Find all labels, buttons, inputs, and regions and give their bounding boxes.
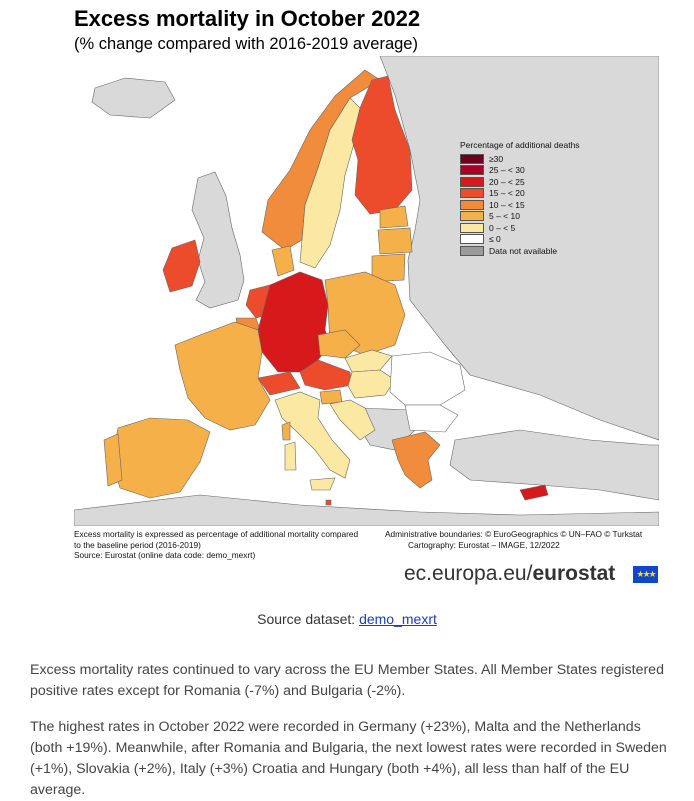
map-legend (460, 140, 580, 257)
brand-name: eurostat (532, 562, 616, 585)
legend-label: 10 – < 15 (489, 199, 525, 210)
legend-swatch (460, 246, 484, 256)
legend-label: 5 – < 10 (489, 211, 520, 222)
legend-item (460, 234, 580, 246)
legend-label: 15 – < 20 (489, 188, 525, 199)
legend-label: ≥30 (489, 153, 504, 164)
note-line: to the baseline period (2016-2019) (74, 539, 201, 550)
corsica-region (282, 422, 290, 440)
legend-item (460, 211, 580, 223)
source-prefix: Source dataset: (257, 611, 356, 627)
paragraph: The highest rates in October 2022 were recorded in Germany (+23%), Malta and the Netherlands (both +19%). Meanwhile, after Romania and Bulgaria, the next lowest rates were recorded in Sweden (+1%), Slovakia (+2%), Italy (+3%) Croatia and Hungary (both +4%), all less than half of the EU average. (30, 719, 667, 798)
slovenia-region (320, 390, 342, 404)
figure-title: Excess mortality in October 2022 (74, 6, 421, 31)
legend-item (460, 176, 580, 188)
legend-title: Percentage of additional deaths (460, 140, 580, 150)
paragraph: Excess mortality rates continued to vary across the EU Member States. All Member States registered positive rates except for Romania (-7%) and Bulgaria (-2%). (30, 662, 664, 699)
source-dataset-link[interactable]: demo_mexrt (359, 611, 437, 627)
legend-label: Data not available (489, 245, 558, 256)
legend-swatch (460, 223, 484, 233)
legend-swatch (460, 188, 484, 198)
sardinia-region (285, 442, 296, 470)
malta-region (326, 500, 331, 505)
note-cartography: Cartography: Eurostat – IMAGE, 12/2022 (408, 539, 560, 550)
legend-item (460, 188, 580, 200)
legend-item (460, 153, 580, 165)
map-notes-right (385, 529, 642, 550)
latvia-region (378, 228, 412, 254)
legend-swatch (460, 234, 484, 244)
source-dataset (0, 611, 694, 627)
estonia-region (380, 206, 408, 228)
flag-stars: ★★★ (636, 569, 655, 579)
legend-swatch (460, 200, 484, 210)
legend-item (460, 199, 580, 211)
legend-label: ≤ 0 (489, 234, 501, 245)
note-source-line: Source: Eurostat (online data code: demo_mexrt) (74, 550, 256, 560)
legend-swatch (460, 154, 484, 164)
legend-swatch (460, 211, 484, 221)
legend-label: 20 – < 25 (489, 176, 525, 187)
legend-items (460, 153, 580, 257)
legend-item (460, 245, 580, 257)
legend-label: 0 – < 5 (489, 222, 516, 233)
note-line: Excess mortality is expressed as percentage of additional mortality compared (74, 529, 359, 539)
legend-item (460, 222, 580, 234)
legend-label: 25 – < 30 (489, 165, 525, 176)
legend-swatch (460, 177, 484, 187)
figure-subtitle: (% change compared with 2016-2019 average) (74, 35, 418, 53)
legend-item (460, 165, 580, 177)
eurostat-brand (404, 562, 615, 586)
legend-swatch (460, 165, 484, 175)
europe-map (74, 56, 659, 526)
map-notes-left (74, 529, 358, 561)
note-boundaries: Administrative boundaries: © EuroGeographics © UN–FAO © Turkstat (385, 529, 643, 539)
eu-flag-icon (633, 566, 658, 583)
brand-domain: ec.europa.eu/ (404, 562, 533, 585)
